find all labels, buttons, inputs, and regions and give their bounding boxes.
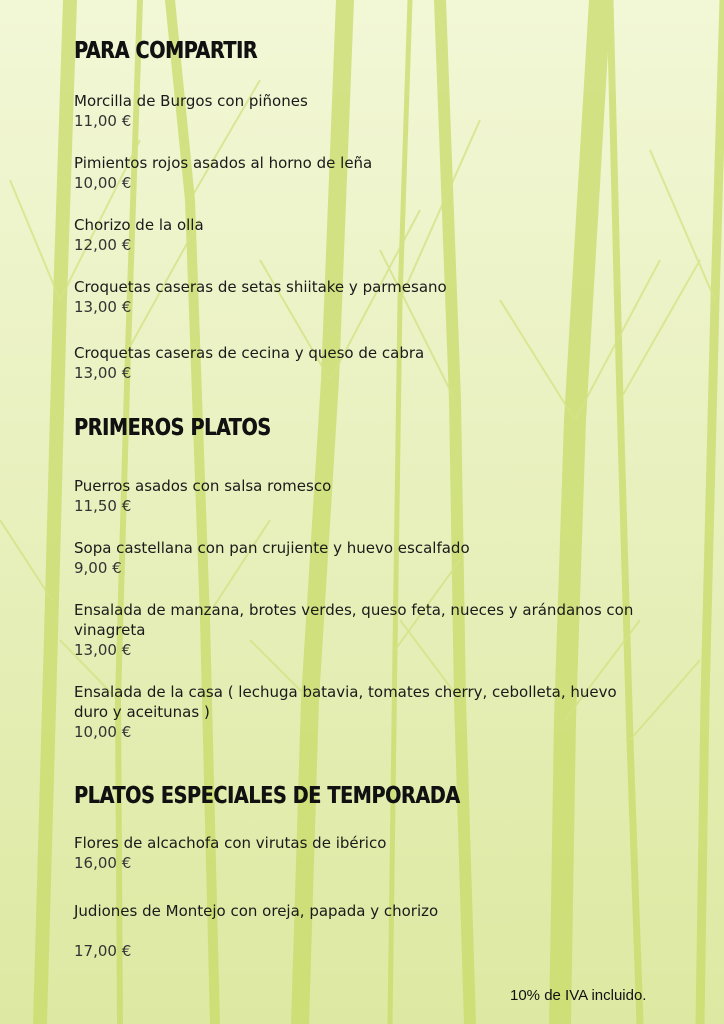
menu-item-price: 10,00 €: [74, 174, 132, 192]
menu-item-name: Sopa castellana con pan crujiente y huevo escalfado: [74, 539, 470, 557]
menu-item-price: 12,00 €: [74, 236, 132, 254]
menu-item-name: Pimientos rojos asados al horno de leña: [74, 154, 373, 172]
section-title-primeros-platos: PRIMEROS PLATOS: [74, 415, 271, 441]
menu-item: [74, 538, 634, 578]
menu-item: [74, 476, 634, 516]
menu-item-name: Ensalada de la casa ( lechuga batavia, tomates cherry, cebolleta, huevo duro y aceitunas ): [74, 683, 617, 721]
menu-item-name: Judiones de Montejo con oreja, papada y chorizo: [74, 902, 439, 920]
menu-item-price: 13,00 €: [74, 298, 132, 316]
menu-item-price: 16,00 €: [74, 854, 132, 872]
menu-item: [74, 600, 634, 660]
menu-item-name: Croquetas caseras de setas shiitake y parmesano: [74, 278, 447, 296]
menu-item-price: 11,50 €: [74, 497, 132, 515]
menu-item-price: 10,00 €: [74, 723, 132, 741]
menu-item-name: Flores de alcachofa con virutas de ibérico: [74, 834, 387, 852]
menu-item-name: Chorizo de la olla: [74, 216, 204, 234]
menu-item: [74, 343, 634, 383]
tax-footnote: 10% de IVA incluido.: [510, 987, 647, 1004]
menu-item-price: 13,00 €: [74, 641, 132, 659]
menu-item-name: Ensalada de manzana, brotes verdes, queso feta, nueces y arándanos con vinagreta: [74, 601, 634, 639]
menu-item: [74, 153, 634, 193]
menu-item: [74, 215, 634, 255]
menu-item-name: Morcilla de Burgos con piñones: [74, 92, 308, 110]
menu-item-price: 17,00 €: [74, 942, 132, 960]
menu-item: [74, 833, 634, 873]
menu-item-name: Puerros asados con salsa romesco: [74, 477, 332, 495]
menu-item: [74, 277, 634, 317]
menu-item-price: 9,00 €: [74, 559, 122, 577]
menu-item: [74, 682, 634, 742]
menu-item-price: 13,00 €: [74, 364, 132, 382]
menu-item-name: Croquetas caseras de cecina y queso de cabra: [74, 344, 425, 362]
menu-item: [74, 91, 634, 131]
menu-item: [74, 901, 634, 961]
menu-item-price: 11,00 €: [74, 112, 132, 130]
section-title-platos-especiales: PLATOS ESPECIALES DE TEMPORADA: [74, 783, 460, 809]
section-title-para-compartir: PARA COMPARTIR: [74, 38, 258, 64]
